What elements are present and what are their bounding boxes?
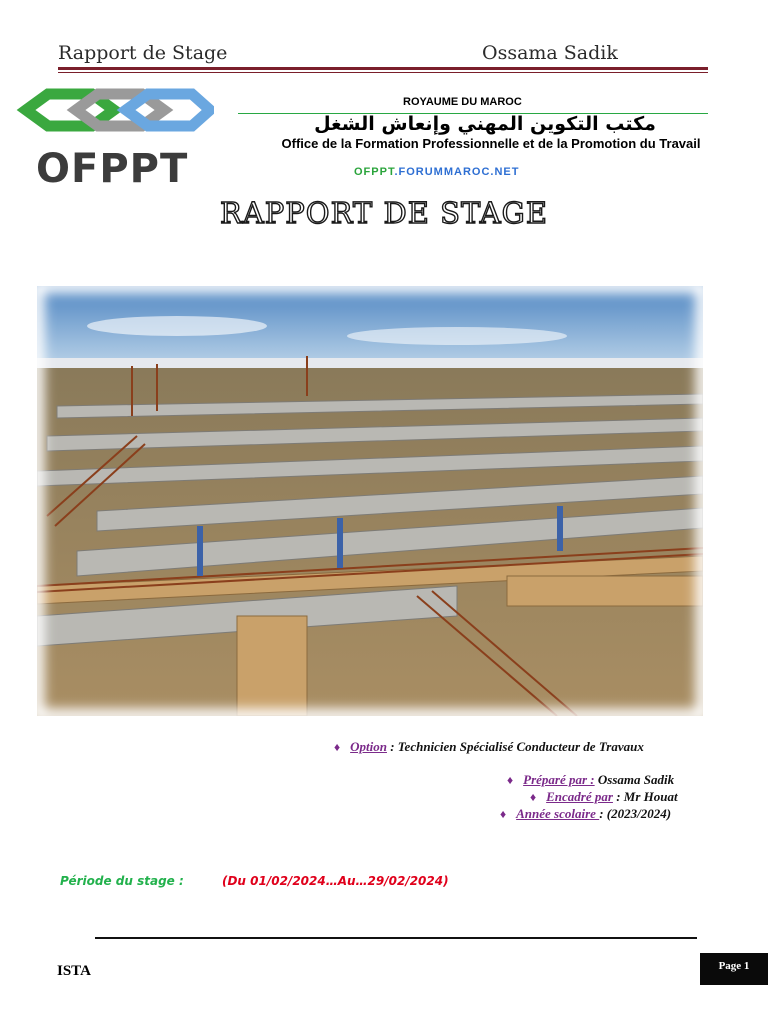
diamond-bullet-icon: ♦ bbox=[507, 773, 514, 787]
header-rule-thin bbox=[58, 72, 708, 73]
school-year-value: : (2023/2024) bbox=[599, 806, 672, 821]
footer-institute: ISTA bbox=[57, 963, 91, 979]
supervised-by-line bbox=[530, 789, 678, 805]
internship-period bbox=[60, 874, 449, 888]
diamond-bullet-icon: ♦ bbox=[500, 807, 507, 821]
school-year-line bbox=[500, 806, 671, 822]
institution-french-name: Office de la Formation Professionnelle et de la Promotion du Travail bbox=[281, 136, 701, 151]
running-header-author: Ossama Sadik bbox=[482, 42, 618, 64]
prepared-by-value: Ossama Sadik bbox=[594, 772, 675, 787]
supervised-by-value: : Mr Houat bbox=[612, 789, 678, 804]
report-title: RAPPORT DE STAGE bbox=[219, 196, 548, 230]
school-year-label: Année scolaire bbox=[516, 806, 600, 821]
forum-link bbox=[354, 166, 519, 178]
footer-rule bbox=[95, 937, 697, 939]
kingdom-label: ROYAUME DU MAROC bbox=[403, 96, 522, 108]
diamond-bullet-icon: ♦ bbox=[334, 740, 341, 754]
institution-arabic-name: مكتب التكوين المهني وإنعاش الشغل bbox=[314, 113, 656, 135]
logo-links-icon bbox=[26, 94, 210, 126]
period-label: Période du stage : bbox=[60, 874, 184, 888]
option-line bbox=[334, 739, 644, 755]
forum-prefix: OFPPT bbox=[354, 166, 395, 178]
prepared-by-line bbox=[507, 772, 674, 788]
supervised-by-label: Encadré par bbox=[546, 789, 613, 804]
logo-wordmark: OFPPT bbox=[36, 146, 189, 192]
diamond-bullet-icon: ♦ bbox=[530, 790, 537, 804]
running-header-title: Rapport de Stage bbox=[58, 42, 228, 64]
page-number-badge: Page 1 bbox=[700, 953, 768, 985]
option-value: : Technicien Spécialisé Conducteur de Travaux bbox=[386, 739, 644, 754]
prepared-by-label: Préparé par : bbox=[523, 772, 595, 787]
period-value: (Du 01/02/2024…Au…29/02/2024) bbox=[221, 874, 449, 888]
option-label: Option bbox=[350, 739, 387, 754]
header-rule bbox=[58, 67, 708, 70]
forum-suffix: .FORUMMAROC.NET bbox=[394, 166, 520, 178]
construction-site-photo bbox=[37, 286, 703, 716]
